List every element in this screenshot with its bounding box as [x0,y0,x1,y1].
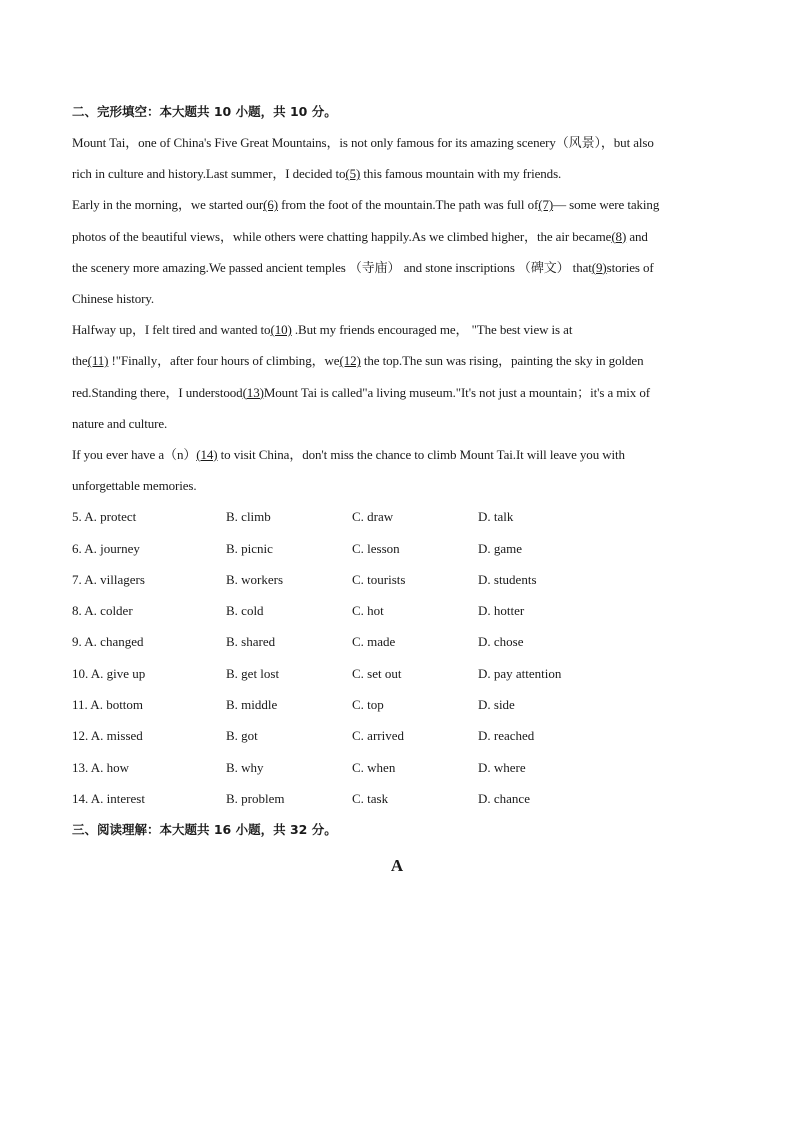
question-row [72,505,722,536]
blank-number: (12) [339,353,361,369]
passage-text: photos of the beautiful views，while others were chatting happily.As we climbed higher，the air became [72,228,612,244]
question-row [72,662,722,693]
option-c[interactable]: C. task [352,790,389,806]
option-b[interactable]: B. got [226,728,258,744]
passage-text: .But my friends encouraged me， "The best view is at [291,322,573,338]
option-c[interactable]: C. tourists [352,571,406,587]
option-d[interactable]: D. chose [478,634,524,650]
options-list [72,505,722,818]
option-b[interactable]: B. middle [226,697,278,713]
passage-line [72,287,722,318]
passage-text: this famous mountain with my friends. [360,166,562,182]
option-d[interactable]: D. reached [478,728,535,744]
option-b[interactable]: B. get lost [226,665,280,681]
passage-line [72,412,722,443]
option-a[interactable]: 13. A. how [72,759,130,775]
option-c[interactable]: C. hot [352,603,384,619]
option-a[interactable]: 5. A. protect [72,509,137,525]
option-c[interactable]: C. draw [352,509,394,525]
passage-text: the scenery more amazing.We passed ancient temples （寺庙） and stone inscriptions （碑文） that [72,259,592,275]
section-heading: 三、阅读理解：本大题共 16 小题，共 32 分。 [72,822,337,837]
blank-number: (10) [270,322,292,338]
option-a[interactable]: 14. A. interest [72,790,145,806]
option-c[interactable]: C. made [352,634,396,650]
passage-text: the [72,353,88,369]
blank-number: (9) [591,259,607,275]
option-a[interactable]: 7. A. villagers [72,571,145,587]
option-d[interactable]: D. hotter [478,603,525,619]
option-b[interactable]: B. workers [226,571,284,587]
passage-text: unforgettable memories. [72,478,197,494]
option-d[interactable]: D. game [478,540,523,556]
passage-line [72,256,722,287]
option-d[interactable]: D. students [478,571,537,587]
reading-section [72,818,337,849]
blank-number: (5) [345,166,361,182]
question-row [72,756,722,787]
option-a[interactable]: 12. A. missed [72,728,143,744]
part-title: A [390,856,404,875]
passage-text: and [626,228,648,244]
blank-number: (6) [263,197,278,213]
passage-line [72,349,722,380]
passage-line [72,474,722,505]
cloze-passage [72,131,722,505]
option-a[interactable]: 8. A. colder [72,603,133,619]
blank-number: (14) [196,446,218,462]
question-row [72,693,722,724]
passage-text: !"Finally，after four hours of climbing，we [108,353,340,369]
option-c[interactable]: C. set out [352,665,402,681]
passage-line [72,381,722,412]
passage-text: rich in culture and history.Last summer，I decided to [72,166,346,182]
option-b[interactable]: B. cold [226,603,264,619]
passage-text: the top.The sun was rising，painting the sky in golden [360,353,644,369]
option-d[interactable]: D. chance [478,790,530,806]
question-row [72,630,722,661]
option-a[interactable]: 10. A. give up [72,665,146,681]
option-a[interactable]: 6. A. journey [72,540,140,556]
option-a[interactable]: 11. A. bottom [72,697,144,713]
blank-number: (11) [87,353,109,369]
passage-text: Mount Tai is called"a living museum."It's not just a mountain；it's a mix of [263,384,650,400]
option-c[interactable]: C. when [352,759,396,775]
question-row [72,724,722,755]
section-heading: 二、完形填空：本大题共 10 小题，共 10 分。 [72,104,337,119]
option-d[interactable]: D. where [478,759,526,775]
passage-line [72,162,722,193]
passage-text: to visit China，don't miss the chance to climb Mount Tai.It will leave you with [217,446,625,462]
option-c[interactable]: C. top [352,697,384,713]
option-b[interactable]: B. problem [226,790,285,806]
option-d[interactable]: D. talk [478,509,514,525]
option-b[interactable]: B. climb [226,509,271,525]
passage-text: nature and culture. [72,415,168,431]
option-b[interactable]: B. picnic [226,540,273,556]
option-c[interactable]: C. lesson [352,540,400,556]
passage-text: stories of [606,259,654,275]
passage-line [72,443,722,474]
passage-text: Mount Tai，one of China's Five Great Mountains，is not only famous for its amazing scenery（风景），but also [72,135,654,150]
passage-text: Halfway up，I felt tired and wanted to [72,322,271,338]
option-d[interactable]: D. pay attention [478,665,562,681]
passage-text: — some were taking [553,197,660,213]
blank-number: (8) [611,228,627,244]
blank-number: (13) [242,384,264,400]
blank-number: (7) [538,197,554,213]
question-row [72,787,722,818]
question-row [72,599,722,630]
option-b[interactable]: B. why [226,759,264,775]
option-b[interactable]: B. shared [226,634,276,650]
cloze-section [72,100,722,818]
passage-text: from the foot of the mountain.The path was full of [277,197,539,213]
option-a[interactable]: 9. A. changed [72,634,144,650]
question-row [72,568,722,599]
option-c[interactable]: C. arrived [352,728,404,744]
option-d[interactable]: D. side [478,697,515,713]
passage-line [72,225,722,256]
passage-text: Early in the morning，we started our [72,197,264,213]
passage-text: Chinese history. [72,290,155,306]
passage-line [72,193,722,224]
passage-line [72,131,722,162]
passage-line [72,318,722,349]
question-row [72,537,722,568]
passage-text: red.Standing there，I understood [72,384,243,400]
passage-text: If you ever have a（n） [72,446,197,462]
